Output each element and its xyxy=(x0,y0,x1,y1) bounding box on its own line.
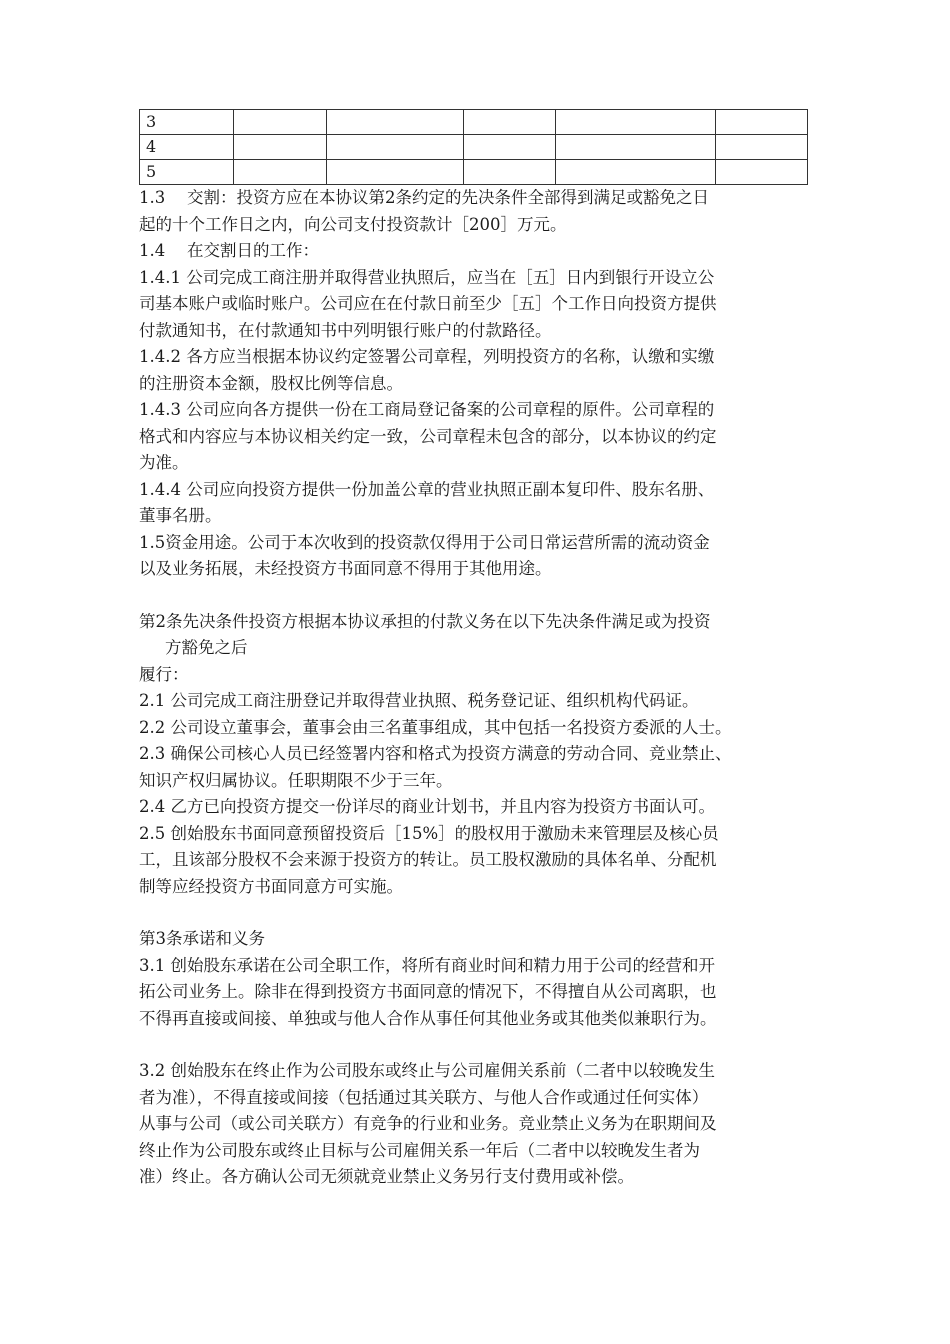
clause-2-2 xyxy=(139,715,811,742)
table-cell xyxy=(234,135,327,160)
clause-2-3 xyxy=(139,741,811,794)
table-cell xyxy=(556,135,716,160)
text-line: 准）终止。各方确认公司无须就竞业禁止义务另行支付费用或补偿。 xyxy=(139,1167,634,1186)
text-line: 起的十个工作日之内，向公司支付投资款计［200］万元。 xyxy=(139,214,567,234)
table-cell xyxy=(327,110,464,135)
clause-1-4-1 xyxy=(139,265,811,345)
row-number-cell: 5 xyxy=(140,160,234,185)
clause-1-5 xyxy=(139,530,811,583)
clause-2-1 xyxy=(139,688,811,715)
text-line: 1.3 交割：投资方应在本协议第2条约定的先决条件全部得到满足或豁免之日 xyxy=(139,188,709,207)
text-line: 知识产权归属协议。任职期限不少于三年。 xyxy=(139,770,453,790)
text-line: 2.4 乙方已向投资方提交一份详尽的商业计划书，并且内容为投资方书面认可。 xyxy=(139,797,715,816)
text-line: 司基本账户或临时账户。公司应在在付款日前至少［五］个工作日向投资方提供 xyxy=(139,294,717,313)
table-cell xyxy=(234,110,327,135)
article-2-lead: 履行： xyxy=(139,664,189,684)
table-cell xyxy=(234,160,327,185)
text-line: 终止作为公司股东或终止目标与公司雇佣关系一年后（二者中以较晚发生者为 xyxy=(139,1140,700,1160)
table-row xyxy=(140,160,808,185)
text-line: 1.4 在交割日的工作： xyxy=(139,241,319,260)
table-cell xyxy=(556,160,716,185)
text-line: 不得再直接或间接、单独或与他人合作从事任何其他业务或其他类似兼职行为。 xyxy=(139,1008,717,1028)
spacer xyxy=(139,1032,811,1058)
text-line: 工，且该部分股权不会来源于投资方的转让。员工股权激励的具体名单、分配机 xyxy=(139,850,717,869)
text-line: 制等应经投资方书面同意方可实施。 xyxy=(139,876,403,896)
table-cell xyxy=(464,135,556,160)
table-cell xyxy=(327,135,464,160)
text-line: 的注册资本金额，股权比例等信息。 xyxy=(139,373,403,393)
spacer xyxy=(139,900,811,926)
text-line: 者为准），不得直接或间接（包括通过其关联方、与他人合作或通过任何实体） xyxy=(139,1087,709,1107)
clause-1-4-2 xyxy=(139,344,811,397)
clause-2-5 xyxy=(139,821,811,901)
text-line: 以及业务拓展，未经投资方书面同意不得用于其他用途。 xyxy=(139,559,552,578)
text-line: 拓公司业务上。除非在得到投资方书面同意的情况下，不得擅自从公司离职，也 xyxy=(139,982,717,1001)
article-2-heading xyxy=(139,609,811,662)
text-line: 为准。 xyxy=(139,453,189,472)
text-line: 1.4.2 各方应当根据本协议约定签署公司章程，列明投资方的名称，认缴和实缴 xyxy=(139,347,715,366)
table-cell xyxy=(716,135,808,160)
table-cell xyxy=(556,110,716,135)
text-line: 2.1 公司完成工商注册登记并取得营业执照、税务登记证、组织机构代码证。 xyxy=(139,691,699,710)
text-line: 第2条先决条件投资方根据本协议承担的付款义务在以下先决条件满足或为投资 xyxy=(139,611,711,631)
text-line: 从事与公司（或公司关联方）有竞争的行业和业务。竞业禁止义务为在职期间及 xyxy=(139,1114,717,1133)
shareholding-table xyxy=(139,109,808,185)
table-row xyxy=(140,135,808,160)
article-3-heading: 第3条承诺和义务 xyxy=(139,929,265,948)
text-line: 格式和内容应与本协议相关约定一致，公司章程未包含的部分，以本协议的约定 xyxy=(139,426,717,446)
clause-1-4-4 xyxy=(139,477,811,530)
clause-1-4 xyxy=(139,238,811,265)
text-line: 1.4.1 公司完成工商注册并取得营业执照后，应当在［五］日内到银行开设立公 xyxy=(139,267,715,287)
table-row xyxy=(140,110,808,135)
clause-3-1 xyxy=(139,953,811,1033)
text-line: 1.4.4 公司应向投资方提供一份加盖公章的营业执照正副本复印件、股东名册、 xyxy=(139,479,715,499)
table-cell xyxy=(464,160,556,185)
text-line: 1.5资金用途。公司于本次收到的投资款仅得用于公司日常运营所需的流动资金 xyxy=(139,532,710,552)
text-line: 2.3 确保公司核心人员已经签署内容和格式为投资方满意的劳动合同、竞业禁止、 xyxy=(139,744,732,763)
document-page xyxy=(139,109,811,1191)
text-line: 1.4.3 公司应向各方提供一份在工商局登记备案的公司章程的原件。公司章程的 xyxy=(139,400,715,419)
text-line: 董事名册。 xyxy=(139,506,222,525)
text-line: 2.2 公司设立董事会，董事会由三名董事组成，其中包括一名投资方委派的人士。 xyxy=(139,717,732,737)
table-cell xyxy=(327,160,464,185)
spacer xyxy=(139,583,811,609)
row-number-cell: 3 xyxy=(140,110,234,135)
text-line: 3.2 创始股东在终止作为公司股东或终止与公司雇佣关系前（二者中以较晚发生 xyxy=(139,1061,715,1080)
clause-3-2 xyxy=(139,1058,811,1191)
clause-1-3 xyxy=(139,185,811,238)
clause-2-4 xyxy=(139,794,811,821)
table-cell xyxy=(464,110,556,135)
text-line: 付款通知书，在付款通知书中列明银行账户的付款路径。 xyxy=(139,320,552,340)
table-cell xyxy=(716,110,808,135)
row-number-cell: 4 xyxy=(140,135,234,160)
text-line: 3.1 创始股东承诺在公司全职工作，将所有商业时间和精力用于公司的经营和开 xyxy=(139,955,715,975)
table-cell xyxy=(716,160,808,185)
text-line: 2.5 创始股东书面同意预留投资后［15%］的股权用于激励未来管理层及核心员 xyxy=(139,823,719,843)
clause-1-4-3 xyxy=(139,397,811,477)
text-line: 方豁免之后 xyxy=(165,638,248,657)
